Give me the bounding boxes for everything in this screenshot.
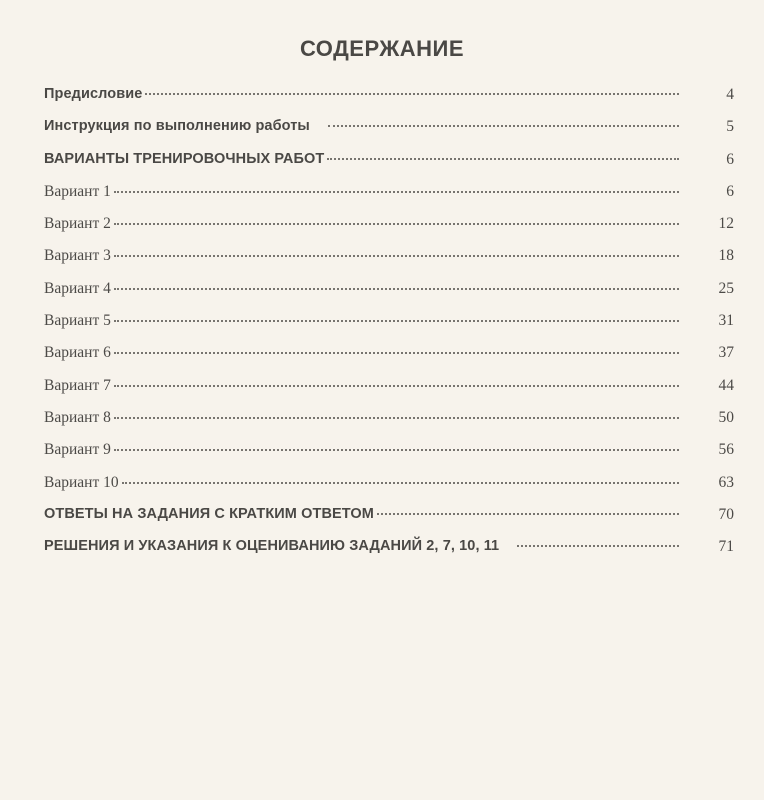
toc-entry-label: Вариант 3 bbox=[44, 247, 111, 265]
toc-entry-page: 56 bbox=[718, 441, 734, 459]
toc-entry-short-answers[interactable] bbox=[44, 506, 734, 538]
toc-entry-variant-10[interactable] bbox=[44, 474, 734, 506]
dot-leader bbox=[377, 512, 679, 515]
toc-entry-page: 4 bbox=[726, 86, 734, 103]
toc-entry-label: Вариант 1 bbox=[44, 182, 111, 200]
toc-entry-variant-6[interactable] bbox=[44, 344, 734, 376]
toc-entry-label: Вариант 9 bbox=[44, 441, 111, 459]
toc-entry-variant-4[interactable] bbox=[44, 280, 734, 312]
dot-leader bbox=[145, 92, 679, 95]
toc-entry-label: ОТВЕТЫ НА ЗАДАНИЯ С КРАТКИМ ОТВЕТОМ bbox=[44, 505, 374, 522]
toc-entry-variant-8[interactable] bbox=[44, 409, 734, 441]
dot-leader bbox=[114, 448, 679, 451]
dot-leader bbox=[114, 416, 679, 419]
toc-entry-page: 44 bbox=[718, 376, 734, 394]
toc-entry-page: 31 bbox=[718, 312, 734, 330]
toc-entry-label: Вариант 2 bbox=[44, 215, 111, 233]
toc-entry-page: 12 bbox=[718, 215, 734, 233]
toc-entry-variant-5[interactable] bbox=[44, 312, 734, 344]
toc-entry-variant-3[interactable] bbox=[44, 247, 734, 279]
dot-leader bbox=[114, 222, 679, 225]
toc-entry-label: Предисловие bbox=[44, 86, 143, 102]
dot-leader bbox=[114, 351, 679, 354]
toc-entry-page: 71 bbox=[718, 538, 734, 556]
dot-leader bbox=[114, 254, 679, 257]
toc-entry-variant-2[interactable] bbox=[44, 215, 734, 247]
dot-leader bbox=[114, 384, 679, 387]
dot-leader bbox=[114, 319, 679, 322]
toc-entry-label: Вариант 10 bbox=[44, 473, 119, 491]
dot-leader bbox=[122, 481, 679, 484]
toc-entry-solutions[interactable] bbox=[44, 538, 734, 570]
toc-entry-training-variants[interactable] bbox=[44, 151, 734, 183]
toc-entry-variant-1[interactable] bbox=[44, 183, 734, 215]
toc-entry-page: 63 bbox=[718, 473, 734, 491]
toc-entry-label: Вариант 4 bbox=[44, 279, 111, 297]
toc-entry-page: 37 bbox=[718, 344, 734, 362]
toc-entry-page: 18 bbox=[718, 247, 734, 265]
table-of-contents bbox=[44, 86, 734, 570]
toc-entry-label: Вариант 5 bbox=[44, 312, 111, 330]
toc-entry-label: Вариант 6 bbox=[44, 344, 111, 362]
page-title: СОДЕРЖАНИЕ bbox=[299, 36, 465, 61]
dot-leader bbox=[517, 544, 679, 547]
toc-entry-variant-9[interactable] bbox=[44, 441, 734, 473]
toc-entry-label: Вариант 8 bbox=[44, 408, 111, 426]
dot-leader bbox=[327, 157, 679, 160]
toc-entry-variant-7[interactable] bbox=[44, 377, 734, 409]
toc-entry-label: Инструкция по выполнению работы bbox=[44, 118, 310, 135]
toc-entry-label: РЕШЕНИЯ И УКАЗАНИЯ К ОЦЕНИВАНИЮ ЗАДАНИЙ 2, 7, 10, 11 bbox=[44, 538, 500, 555]
dot-leader bbox=[114, 287, 679, 290]
toc-entry-label: ВАРИАНТЫ ТРЕНИРОВОЧНЫХ РАБОТ bbox=[44, 150, 325, 167]
toc-entry-label: Вариант 7 bbox=[44, 376, 111, 394]
toc-entry-page: 6 bbox=[726, 182, 734, 200]
toc-entry-page: 6 bbox=[726, 150, 734, 168]
dot-leader bbox=[328, 124, 679, 127]
toc-entry-page: 5 bbox=[726, 118, 734, 136]
toc-entry-page: 70 bbox=[718, 505, 734, 523]
toc-entry-instructions[interactable] bbox=[44, 118, 734, 150]
toc-entry-preface[interactable] bbox=[44, 86, 734, 118]
dot-leader bbox=[114, 190, 679, 193]
toc-entry-page: 25 bbox=[718, 279, 734, 297]
toc-entry-page: 50 bbox=[718, 408, 734, 426]
